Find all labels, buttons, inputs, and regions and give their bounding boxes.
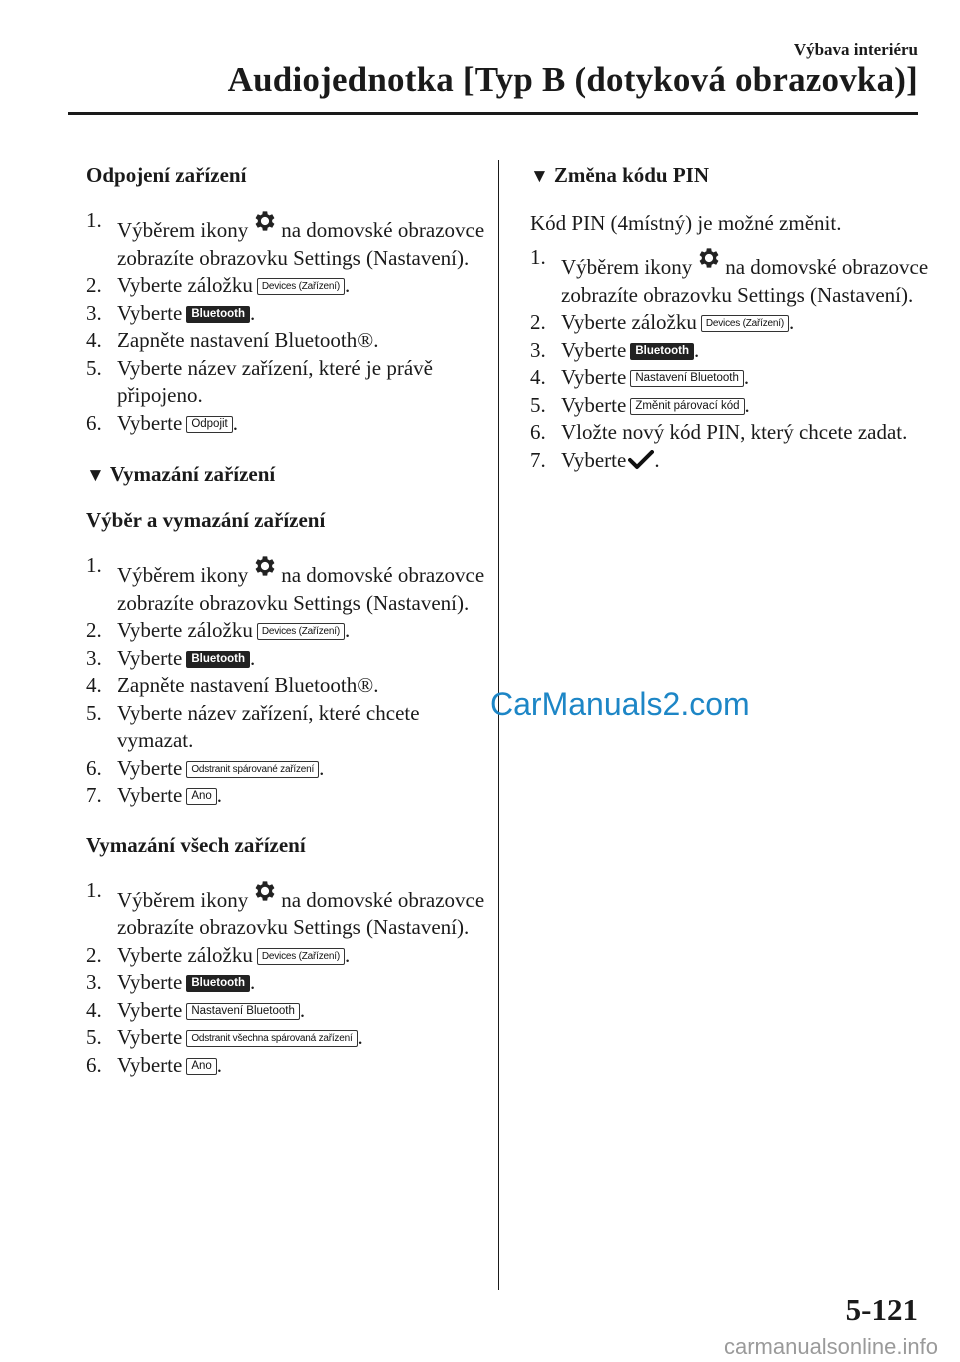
- list-item: 2. Vyberte záložku Devices (Zařízení) .: [86, 617, 486, 645]
- step-text: Zapněte nastavení Bluetooth®.: [117, 673, 379, 697]
- checkmark-icon: [628, 450, 654, 470]
- step-text: Vyberte záložku: [117, 618, 253, 642]
- yes-button: Ano: [186, 1058, 216, 1075]
- step-number: 7.: [86, 783, 102, 807]
- step-text: Vyberte název zařízení, které chcete vymazat.: [117, 700, 420, 752]
- step-text: Vyberte záložku: [561, 310, 697, 334]
- page-number: 5-121: [845, 1292, 918, 1327]
- step-number: 4.: [86, 328, 102, 352]
- step-text: Vyberte: [117, 300, 183, 325]
- triangle-down-icon: ▼: [530, 166, 549, 187]
- step-number: 5.: [530, 392, 546, 417]
- steps-odpojeni: [86, 207, 486, 437]
- step-text: na domovské obrazovce zobrazíte obrazovku Settings (Nastavení).: [117, 563, 485, 615]
- list-item: 7. Vyberte .: [530, 447, 930, 475]
- step-text: Vyberte: [561, 365, 627, 389]
- step-text: Vyberte název zařízení, které je právě připojeno.: [117, 355, 433, 407]
- step-text: Vyberte: [117, 645, 183, 670]
- step-number: 7.: [530, 447, 546, 472]
- devices-tab-button: Devices (Zařízení): [257, 623, 345, 640]
- delete-paired-device-button: Odstranit spárované zařízení: [186, 761, 319, 778]
- step-text: Vyberte: [117, 1052, 183, 1077]
- bluetooth-button: Bluetooth: [630, 343, 694, 360]
- step-text: na domovské obrazovce zobrazíte obrazovku Settings (Nastavení).: [561, 255, 929, 307]
- bluetooth-button: Bluetooth: [186, 306, 250, 323]
- list-item: [86, 327, 486, 355]
- heading-vymazani: ▼ Vymazání zařízení: [86, 462, 276, 486]
- bluetooth-button: Bluetooth: [186, 651, 250, 668]
- gear-icon: [695, 244, 723, 272]
- step-text: Vyberte: [561, 447, 627, 472]
- step-number: 2.: [86, 273, 102, 297]
- step-text: Vyberte: [561, 392, 627, 417]
- step-number: 4.: [86, 997, 102, 1022]
- footer-site-link[interactable]: carmanualsonline.info: [723, 1334, 938, 1359]
- heading-odpojeni: Odpojení zařízení: [86, 163, 247, 187]
- gear-icon: [251, 207, 279, 235]
- gear-icon: [251, 877, 279, 905]
- step-text: Vyberte: [117, 755, 183, 780]
- right-column: [530, 160, 930, 474]
- step-text: Vyberte záložku: [117, 273, 253, 297]
- list-item: 4. Vyberte Nastavení Bluetooth .: [86, 997, 486, 1025]
- step-number: 6.: [86, 1052, 102, 1077]
- step-number: 3.: [530, 337, 546, 362]
- step-number: 5.: [86, 700, 102, 725]
- step-text: Výběrem ikony: [117, 218, 249, 242]
- step-text: Vložte nový kód PIN, který chcete zadat.: [561, 420, 908, 444]
- step-number: 2.: [86, 618, 102, 642]
- step-text: na domovské obrazovce zobrazíte obrazovku Settings (Nastavení).: [117, 218, 485, 270]
- step-number: 1.: [530, 245, 546, 269]
- watermark-logo: CarManuals2.com: [490, 686, 750, 722]
- step-text: Vyberte: [117, 410, 183, 435]
- step-number: 6.: [86, 755, 102, 780]
- step-number: 1.: [86, 208, 102, 232]
- column-divider: [498, 160, 499, 1290]
- step-text: Vyberte záložku: [117, 942, 253, 967]
- step-text: Vyberte: [117, 970, 183, 994]
- step-text: Výběrem ikony: [117, 563, 249, 587]
- bluetooth-settings-button: Nastavení Bluetooth: [186, 1003, 300, 1020]
- left-column: [86, 160, 486, 1079]
- list-item: [530, 419, 930, 447]
- list-item: [86, 552, 486, 617]
- bluetooth-button: Bluetooth: [186, 975, 250, 992]
- list-item: [86, 877, 486, 942]
- step-number: 3.: [86, 970, 102, 994]
- list-item: 5. Vyberte Odstranit všechna spárovaná zařízení .: [86, 1024, 486, 1052]
- step-text: Výběrem ikony: [561, 255, 693, 279]
- step-number: 1.: [86, 553, 102, 577]
- triangle-down-icon: ▼: [86, 465, 105, 486]
- step-text: Zapněte nastavení Bluetooth®.: [117, 328, 379, 352]
- step-text: Vyberte: [117, 783, 183, 807]
- disconnect-button: Odpojit: [186, 416, 232, 433]
- step-number: 3.: [86, 300, 102, 325]
- step-text: Výběrem ikony: [117, 887, 249, 912]
- step-text: Vyberte: [117, 997, 183, 1022]
- list-item: 2. Vyberte záložku Devices (Zařízení) .: [86, 942, 486, 970]
- list-item: [86, 700, 486, 755]
- step-text: na domovské obrazovce zobrazíte obrazovku Settings (Nastavení).: [117, 887, 485, 939]
- pin-intro: Kód PIN (4místný) je možné změnit.: [530, 211, 842, 235]
- list-item: 3. Vyberte Bluetooth .: [530, 337, 930, 365]
- list-item: [86, 207, 486, 272]
- step-text: Vyberte: [117, 1025, 183, 1049]
- gear-icon: [251, 552, 279, 580]
- step-number: 1.: [86, 877, 102, 902]
- list-item: 3. Vyberte Bluetooth .: [86, 969, 486, 997]
- list-item: 2. Vyberte záložku Devices (Zařízení) .: [530, 309, 930, 337]
- list-item: 6. Vyberte Ano .: [86, 1052, 486, 1080]
- yes-button: Ano: [186, 788, 216, 805]
- list-item: 3. Vyberte Bluetooth .: [86, 300, 486, 328]
- devices-tab-button: Devices (Zařízení): [257, 278, 345, 295]
- steps-pin: [530, 244, 930, 474]
- step-number: 5.: [86, 355, 102, 380]
- list-item: [530, 244, 930, 309]
- step-number: 6.: [530, 420, 546, 444]
- list-item: [86, 355, 486, 410]
- step-number: 3.: [86, 645, 102, 670]
- section-label: Výbava interiéru: [793, 40, 918, 59]
- list-item: 3. Vyberte Bluetooth .: [86, 645, 486, 673]
- delete-all-paired-devices-button: Odstranit všechna spárovaná zařízení: [186, 1030, 357, 1047]
- devices-tab-button: Devices (Zařízení): [701, 315, 789, 332]
- devices-tab-button: Devices (Zařízení): [257, 948, 345, 965]
- steps-vyber-vymazani: [86, 552, 486, 810]
- list-item: 7. Vyberte Ano .: [86, 782, 486, 810]
- change-pairing-code-button: Změnit párovací kód: [630, 398, 744, 415]
- list-item: 6. Vyberte Odstranit spárované zařízení .: [86, 755, 486, 783]
- heading-pin: ▼ Změna kódu PIN: [530, 163, 710, 187]
- list-item: [86, 672, 486, 700]
- step-number: 2.: [86, 942, 102, 967]
- step-number: 5.: [86, 1025, 102, 1049]
- chapter-title: Audiojednotka [Typ B (dotyková obrazovka)]: [227, 60, 918, 99]
- step-number: 2.: [530, 310, 546, 334]
- heading-vyber-vymazani: Výběr a vymazání zařízení: [86, 508, 326, 532]
- list-item: 6. Vyberte Odpojit .: [86, 410, 486, 438]
- list-item: 5. Vyberte Změnit párovací kód .: [530, 392, 930, 420]
- header-rule: [68, 112, 918, 115]
- steps-vymazani-vsech: [86, 877, 486, 1080]
- list-item: 4. Vyberte Nastavení Bluetooth .: [530, 364, 930, 392]
- step-number: 4.: [530, 365, 546, 389]
- list-item: 2. Vyberte záložku Devices (Zařízení) .: [86, 272, 486, 300]
- bluetooth-settings-button: Nastavení Bluetooth: [630, 370, 744, 387]
- heading-vymazani-vsech: Vymazání všech zařízení: [86, 832, 306, 857]
- step-number: 4.: [86, 673, 102, 697]
- step-number: 6.: [86, 410, 102, 435]
- step-text: Vyberte: [561, 337, 627, 362]
